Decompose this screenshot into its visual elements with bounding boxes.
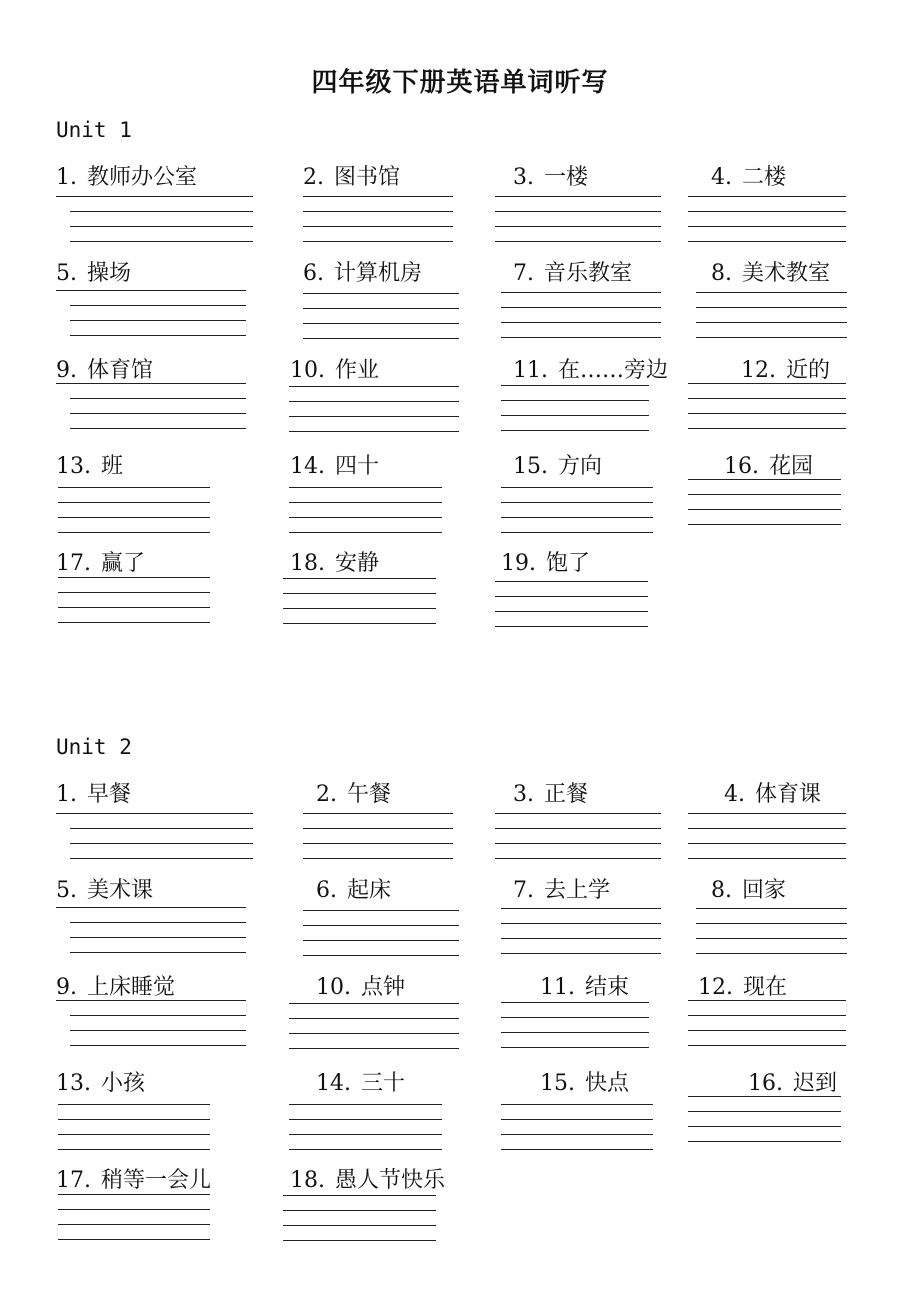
writing-line[interactable] [70,843,253,844]
item-word: 去上学 [544,878,611,903]
writing-line[interactable] [303,910,459,911]
item-word: 在……旁边 [558,358,669,383]
writing-line[interactable] [56,383,246,384]
writing-line[interactable] [688,196,846,197]
item-number: 3. [513,165,534,190]
item-label [56,1166,211,1196]
writing-line[interactable] [70,922,246,923]
writing-line[interactable] [283,623,436,624]
item-number: 6. [316,878,337,903]
writing-line[interactable] [495,858,661,859]
item-word: 点钟 [361,975,406,1000]
writing-line[interactable] [688,398,846,399]
writing-line[interactable] [696,337,847,338]
item-word: 一楼 [544,165,589,190]
writing-line[interactable] [696,307,847,308]
item-number: 10. [290,358,325,383]
writing-line[interactable] [58,517,210,518]
unit-heading: Unit 2 [56,735,132,759]
item-word: 安静 [335,551,380,576]
item-number: 9. [56,358,77,383]
writing-line[interactable] [70,828,253,829]
item-label [290,452,379,482]
item-number: 16. [724,454,759,479]
writing-line[interactable] [289,1134,442,1135]
writing-line[interactable] [303,955,459,956]
writing-line[interactable] [70,226,253,227]
writing-line[interactable] [688,1111,841,1112]
writing-line[interactable] [495,211,661,212]
item-label [56,452,123,482]
writing-line[interactable] [58,592,210,593]
item-label [56,549,145,579]
writing-line[interactable] [501,385,649,386]
writing-line[interactable] [303,323,459,324]
item-number: 6. [303,261,324,286]
writing-line[interactable] [283,1240,436,1241]
writing-line[interactable] [289,416,459,417]
writing-line[interactable] [58,1209,210,1210]
item-word: 稍等一会儿 [101,1168,212,1193]
item-number: 13. [56,1071,91,1096]
writing-line[interactable] [495,581,648,582]
item-word: 小孩 [101,1071,146,1096]
item-word: 四十 [335,454,380,479]
item-word: 结束 [585,975,630,1000]
writing-line[interactable] [696,938,847,939]
writing-line[interactable] [696,322,847,323]
writing-line[interactable] [283,593,436,594]
writing-line[interactable] [688,524,841,525]
writing-line[interactable] [688,479,841,480]
writing-line[interactable] [303,925,459,926]
writing-line[interactable] [303,940,459,941]
writing-line[interactable] [58,1134,210,1135]
writing-line[interactable] [289,487,442,488]
writing-line[interactable] [696,953,847,954]
writing-line[interactable] [501,532,653,533]
writing-line[interactable] [70,937,246,938]
writing-line[interactable] [289,431,459,432]
writing-line[interactable] [688,1141,841,1142]
writing-line[interactable] [303,241,453,242]
writing-line[interactable] [70,952,246,953]
writing-line[interactable] [303,196,453,197]
writing-line[interactable] [495,596,648,597]
writing-line[interactable] [688,413,846,414]
writing-line[interactable] [56,196,253,197]
writing-line[interactable] [688,813,846,814]
item-word: 美术课 [87,878,154,903]
item-number: 16. [748,1071,783,1096]
writing-line[interactable] [501,1002,649,1003]
writing-line[interactable] [58,1149,210,1150]
writing-line[interactable] [58,622,210,623]
item-word: 操场 [87,261,132,286]
item-label [711,259,830,289]
writing-line[interactable] [501,1032,649,1033]
item-label [724,780,821,810]
item-label [513,163,588,193]
writing-line[interactable] [688,1015,846,1016]
writing-line[interactable] [56,290,246,291]
writing-line[interactable] [303,813,453,814]
writing-line[interactable] [688,241,846,242]
writing-line[interactable] [303,293,459,294]
item-word: 午餐 [347,782,392,807]
writing-line[interactable] [688,383,846,384]
item-word: 回家 [742,878,787,903]
writing-line[interactable] [501,923,661,924]
writing-line[interactable] [70,858,253,859]
writing-line[interactable] [495,828,661,829]
item-word: 美术教室 [742,261,831,286]
writing-line[interactable] [289,1048,459,1049]
writing-line[interactable] [688,494,841,495]
writing-line[interactable] [501,1134,653,1135]
item-word: 作业 [335,358,380,383]
item-label [290,549,379,579]
item-number: 11. [513,358,548,383]
writing-line[interactable] [70,305,246,306]
writing-line[interactable] [283,1225,436,1226]
item-number: 12. [741,358,776,383]
writing-line[interactable] [58,577,210,578]
writing-line[interactable] [283,578,436,579]
writing-line[interactable] [58,1239,210,1240]
item-word: 近的 [786,358,831,383]
item-number: 4. [711,165,732,190]
unit-heading: Unit 1 [56,118,132,142]
item-number: 15. [513,454,548,479]
item-word: 早餐 [87,782,132,807]
item-word: 上床睡觉 [87,975,176,1000]
writing-line[interactable] [283,1210,436,1211]
item-number: 17. [56,551,91,576]
item-number: 8. [711,261,732,286]
item-label [540,1069,629,1099]
item-label [56,356,153,386]
item-label [290,356,379,386]
item-label [316,780,391,810]
writing-line[interactable] [501,292,661,293]
item-label [698,973,787,1003]
writing-line[interactable] [495,843,661,844]
item-label [711,163,786,193]
writing-line[interactable] [303,338,459,339]
writing-line[interactable] [303,308,459,309]
item-number: 14. [290,454,325,479]
item-number: 9. [56,975,77,1000]
item-label [513,356,668,386]
writing-line[interactable] [289,502,442,503]
item-word: 现在 [743,975,788,1000]
writing-line[interactable] [289,1033,459,1034]
item-label [724,452,813,482]
item-word: 教师办公室 [87,165,198,190]
item-label [290,1166,445,1196]
writing-line[interactable] [70,1030,246,1031]
item-label [513,780,588,810]
item-number: 1. [56,782,77,807]
writing-line[interactable] [70,398,246,399]
writing-line[interactable] [501,400,649,401]
writing-line[interactable] [501,487,653,488]
writing-line[interactable] [303,828,453,829]
writing-line[interactable] [688,1096,841,1097]
item-label [303,163,400,193]
writing-line[interactable] [289,532,442,533]
item-word: 班 [101,454,124,479]
item-word: 愚人节快乐 [335,1168,446,1193]
item-number: 19. [501,551,536,576]
item-word: 赢了 [101,551,146,576]
writing-line[interactable] [70,241,253,242]
page-title: 四年级下册英语单词听写 [311,68,609,98]
writing-line[interactable] [501,502,653,503]
writing-line[interactable] [289,517,442,518]
writing-line[interactable] [303,843,453,844]
item-number: 13. [56,454,91,479]
item-number: 10. [316,975,351,1000]
writing-line[interactable] [688,1126,841,1127]
item-number: 18. [290,1168,325,1193]
writing-line[interactable] [495,226,661,227]
item-word: 体育课 [755,782,822,807]
item-label [711,876,786,906]
writing-line[interactable] [56,907,246,908]
item-number: 4. [724,782,745,807]
writing-line[interactable] [696,908,847,909]
item-number: 14. [316,1071,351,1096]
item-word: 体育馆 [87,358,154,383]
writing-line[interactable] [501,1017,649,1018]
writing-line[interactable] [58,607,210,608]
writing-line[interactable] [70,320,246,321]
writing-line[interactable] [495,196,661,197]
writing-line[interactable] [688,428,846,429]
writing-line[interactable] [70,413,246,414]
writing-line[interactable] [58,487,210,488]
writing-line[interactable] [70,211,253,212]
writing-line[interactable] [501,908,661,909]
writing-line[interactable] [501,1104,653,1105]
writing-line[interactable] [303,226,453,227]
item-word: 快点 [585,1071,630,1096]
item-word: 音乐教室 [544,261,633,286]
writing-line[interactable] [289,401,459,402]
writing-line[interactable] [501,1047,649,1048]
item-number: 2. [303,165,324,190]
writing-line[interactable] [289,1119,442,1120]
writing-line[interactable] [501,322,661,323]
item-number: 5. [56,261,77,286]
item-word: 正餐 [544,782,589,807]
writing-line[interactable] [70,428,246,429]
writing-line[interactable] [688,828,846,829]
item-word: 起床 [347,878,392,903]
item-label [316,1069,405,1099]
item-number: 7. [513,261,534,286]
item-number: 2. [316,782,337,807]
item-number: 11. [540,975,575,1000]
writing-line[interactable] [58,502,210,503]
item-label [741,356,830,386]
writing-line[interactable] [56,1000,246,1001]
item-number: 5. [56,878,77,903]
item-label [56,1069,145,1099]
writing-line[interactable] [495,626,648,627]
writing-line[interactable] [58,1224,210,1225]
item-number: 1. [56,165,77,190]
writing-line[interactable] [688,1030,846,1031]
item-word: 花园 [769,454,814,479]
writing-line[interactable] [688,211,846,212]
item-label [540,973,629,1003]
item-label [56,163,197,193]
item-number: 8. [711,878,732,903]
writing-line[interactable] [289,386,459,387]
item-label [501,549,590,579]
item-label [316,876,391,906]
item-label [316,973,405,1003]
item-label [748,1069,837,1099]
writing-line[interactable] [501,938,661,939]
writing-line[interactable] [58,1119,210,1120]
writing-line[interactable] [70,1015,246,1016]
item-label [56,973,175,1003]
writing-line[interactable] [289,1003,459,1004]
item-word: 二楼 [742,165,787,190]
item-word: 计算机房 [334,261,423,286]
writing-line[interactable] [688,226,846,227]
writing-line[interactable] [495,241,661,242]
item-number: 15. [540,1071,575,1096]
item-label [513,876,610,906]
writing-line[interactable] [70,1045,246,1046]
writing-line[interactable] [289,1104,442,1105]
item-word: 三十 [361,1071,406,1096]
writing-line[interactable] [688,509,841,510]
writing-line[interactable] [696,923,847,924]
item-label [56,876,153,906]
writing-line[interactable] [58,532,210,533]
item-word: 方向 [558,454,603,479]
writing-line[interactable] [501,337,661,338]
writing-line[interactable] [283,608,436,609]
writing-line[interactable] [501,307,661,308]
item-number: 18. [290,551,325,576]
item-label [513,259,632,289]
writing-line[interactable] [58,1104,210,1105]
writing-line[interactable] [303,858,453,859]
item-number: 3. [513,782,534,807]
writing-line[interactable] [501,430,649,431]
item-word: 饱了 [546,551,591,576]
writing-line[interactable] [688,1000,846,1001]
writing-line[interactable] [696,292,847,293]
item-label [303,259,422,289]
writing-line[interactable] [501,1149,653,1150]
writing-line[interactable] [303,211,453,212]
item-number: 7. [513,878,534,903]
item-number: 12. [698,975,733,1000]
item-number: 17. [56,1168,91,1193]
writing-line[interactable] [56,813,253,814]
writing-line[interactable] [688,1045,846,1046]
writing-line[interactable] [501,517,653,518]
writing-line[interactable] [501,1119,653,1120]
item-word: 迟到 [793,1071,838,1096]
writing-line[interactable] [283,1195,436,1196]
writing-line[interactable] [495,611,648,612]
item-label [56,780,131,810]
writing-line[interactable] [289,1018,459,1019]
writing-line[interactable] [70,335,246,336]
writing-line[interactable] [58,1194,210,1195]
writing-line[interactable] [495,813,661,814]
writing-line[interactable] [688,858,846,859]
writing-line[interactable] [501,953,661,954]
item-word: 图书馆 [334,165,401,190]
item-label [56,259,131,289]
item-label [513,452,602,482]
writing-line[interactable] [289,1149,442,1150]
writing-line[interactable] [688,843,846,844]
writing-line[interactable] [501,415,649,416]
